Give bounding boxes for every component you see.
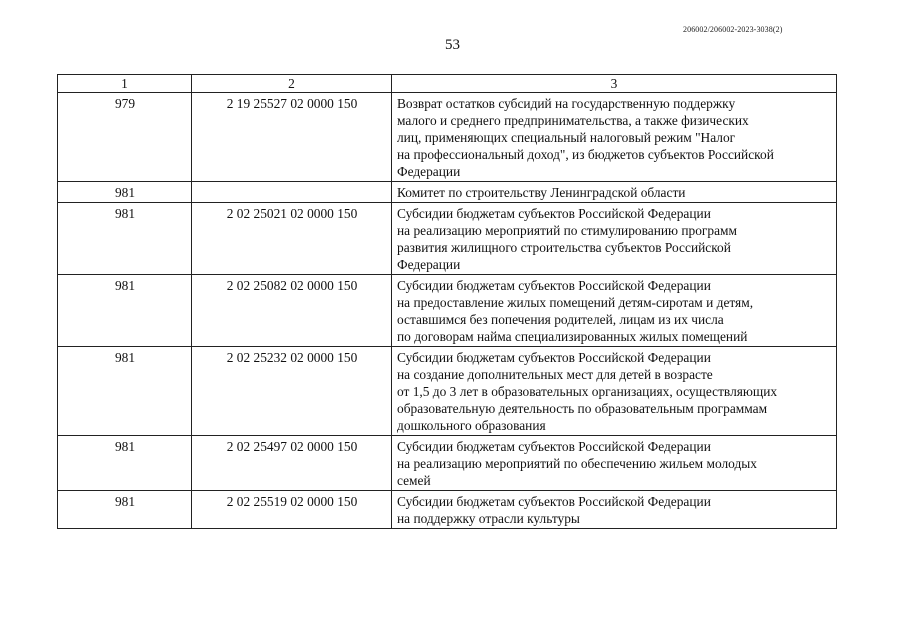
budget-code-cell xyxy=(192,182,392,203)
table-row xyxy=(58,275,837,347)
admin-code-cell: 979 xyxy=(58,93,192,182)
description-cell xyxy=(392,182,837,203)
description-line: на реализацию мероприятий по стимулированию программ xyxy=(397,223,738,238)
table-row xyxy=(58,347,837,436)
budget-code-cell: 2 02 25021 02 0000 150 xyxy=(192,203,392,275)
description-line: Комитет по строительству Ленинградской области xyxy=(397,185,686,200)
admin-code-cell: 981 xyxy=(58,491,192,529)
budget-code-cell: 2 02 25519 02 0000 150 xyxy=(192,491,392,529)
description-line: малого и среднего предпринимательства, а также физических xyxy=(397,113,749,128)
description-line: Федерации xyxy=(397,164,461,179)
description-line: развития жилищного строительства субъектов Российской xyxy=(397,240,731,255)
description-line: оставшимся без попечения родителей, лицам из их числа xyxy=(397,312,724,327)
budget-code-cell: 2 02 25232 02 0000 150 xyxy=(192,347,392,436)
page-number: 53 xyxy=(445,37,460,53)
admin-code-cell: 981 xyxy=(58,203,192,275)
description-line: Субсидии бюджетам субъектов Российской Федерации xyxy=(397,439,711,454)
table-row xyxy=(58,491,837,529)
admin-code-cell: 981 xyxy=(58,182,192,203)
table-row xyxy=(58,93,837,182)
table-row xyxy=(58,182,837,203)
description-cell xyxy=(392,491,837,529)
column-header-3: 3 xyxy=(392,75,837,93)
table-row xyxy=(58,203,837,275)
description-line: на реализацию мероприятий по обеспечению жильем молодых xyxy=(397,456,757,471)
description-line: лиц, применяющих специальный налоговый режим "Налог xyxy=(397,130,736,145)
description-line: по договорам найма специализированных жилых помещений xyxy=(397,329,748,344)
description-line: Федерации xyxy=(397,257,461,272)
document-code: 206002/206002-2023-3038(2) xyxy=(683,25,783,34)
budget-code-cell: 2 02 25497 02 0000 150 xyxy=(192,436,392,491)
description-cell xyxy=(392,203,837,275)
admin-code-cell: 981 xyxy=(58,436,192,491)
admin-code-cell: 981 xyxy=(58,275,192,347)
table-header-row xyxy=(58,75,837,93)
description-line: Возврат остатков субсидий на государственную поддержку xyxy=(397,96,736,111)
description-line: Субсидии бюджетам субъектов Российской Федерации xyxy=(397,278,711,293)
description-line: на поддержку отрасли культуры xyxy=(397,511,580,526)
column-header-1: 1 xyxy=(58,75,192,93)
description-cell xyxy=(392,93,837,182)
description-line: на профессиональный доход", из бюджетов субъектов Российской xyxy=(397,147,774,162)
budget-code-cell: 2 02 25082 02 0000 150 xyxy=(192,275,392,347)
description-line: Субсидии бюджетам субъектов Российской Федерации xyxy=(397,350,711,365)
description-cell xyxy=(392,347,837,436)
description-line: семей xyxy=(397,473,431,488)
budget-codes-table xyxy=(57,74,837,529)
description-line: дошкольного образования xyxy=(397,418,546,433)
description-line: Субсидии бюджетам субъектов Российской Федерации xyxy=(397,494,711,509)
admin-code-cell: 981 xyxy=(58,347,192,436)
description-line: от 1,5 до 3 лет в образовательных организациях, осуществляющих xyxy=(397,384,778,399)
description-line: на предоставление жилых помещений детям-сиротам и детям, xyxy=(397,295,754,310)
budget-code-cell: 2 19 25527 02 0000 150 xyxy=(192,93,392,182)
description-cell xyxy=(392,436,837,491)
description-cell xyxy=(392,275,837,347)
table-row xyxy=(58,436,837,491)
description-line: на создание дополнительных мест для детей в возрасте xyxy=(397,367,713,382)
table-body xyxy=(58,93,837,529)
column-header-2: 2 xyxy=(192,75,392,93)
description-line: образовательную деятельность по образовательным программам xyxy=(397,401,768,416)
description-line: Субсидии бюджетам субъектов Российской Федерации xyxy=(397,206,711,221)
